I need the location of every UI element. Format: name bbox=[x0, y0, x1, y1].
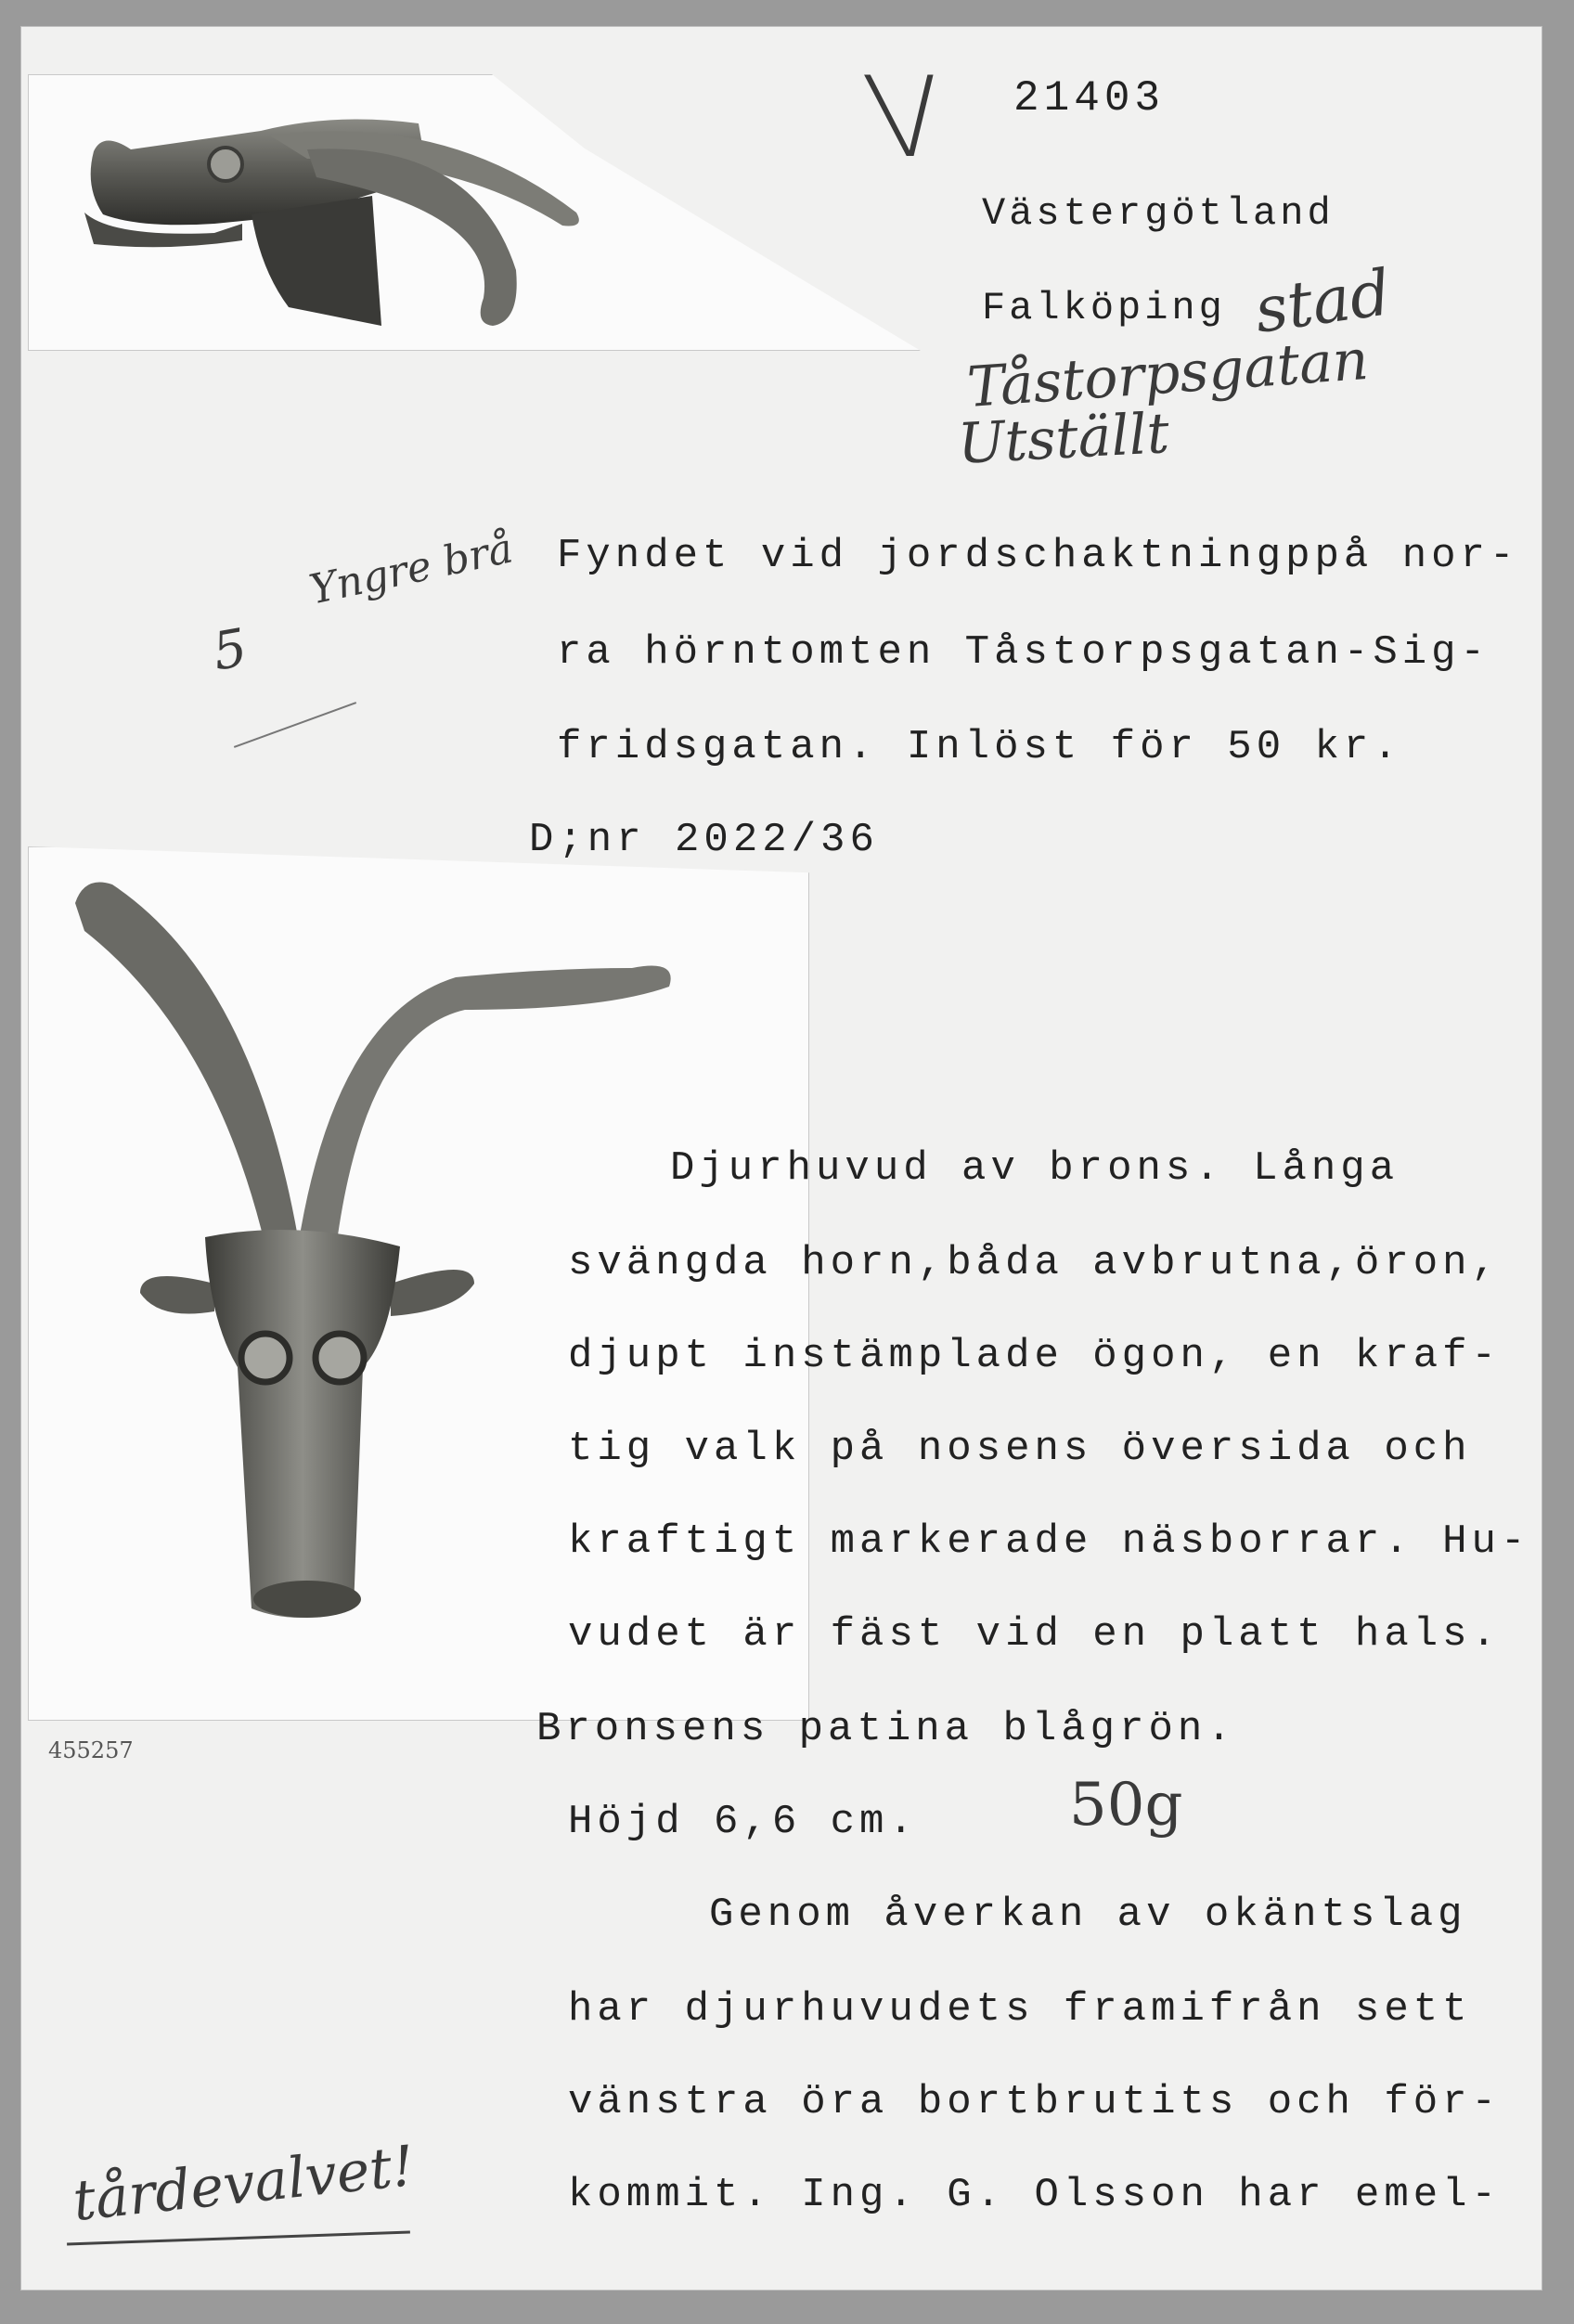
description-line: kraftigt markerade näsborrar. Hu- bbox=[568, 1518, 1530, 1565]
description-line: Bronsens patina blågrön. bbox=[536, 1706, 1236, 1752]
catalog-card bbox=[20, 26, 1542, 2291]
description-line: svängda horn,båda avbrutna,öron, bbox=[568, 1240, 1501, 1286]
damage-line: har djurhuvudets framifrån sett bbox=[568, 1986, 1472, 2033]
parish-handwritten: stad bbox=[1250, 256, 1396, 348]
check-mark: V bbox=[858, 54, 952, 183]
photo-number: 455257 bbox=[48, 1737, 134, 1763]
description-line: Höjd 6,6 cm. bbox=[568, 1799, 918, 1845]
parish: Falköping bbox=[982, 286, 1226, 330]
find-line: fridsgatan. Inlöst för 50 kr. bbox=[557, 724, 1402, 770]
margin-stroke bbox=[234, 702, 356, 748]
street-handwritten: Tåstorpsgatan bbox=[965, 327, 1371, 421]
margin-number: 5 bbox=[208, 617, 252, 683]
bronze-head-side-image bbox=[29, 75, 920, 350]
description-line: djupt instämplade ögon, en kraf- bbox=[568, 1333, 1501, 1379]
find-line: ra hörntomten Tåstorpsgatan-Sig- bbox=[557, 629, 1490, 676]
diary-number: D;nr 2022/36 bbox=[529, 817, 879, 863]
description-line: vudet är fäst vid en platt hals. bbox=[568, 1611, 1501, 1658]
photo-side-view bbox=[28, 74, 921, 351]
weight-handwritten: 50g bbox=[1069, 1771, 1183, 1840]
signature-handwritten: tårdevalvet! bbox=[70, 2133, 418, 2235]
exhibited-handwritten: Utställt bbox=[956, 401, 1171, 477]
catalog-number: 21403 bbox=[1013, 74, 1166, 123]
province: Västergötland bbox=[982, 191, 1335, 236]
period-handwritten: Yngre brå bbox=[305, 524, 517, 614]
damage-line: Genom åverkan av okäntslag bbox=[709, 1891, 1467, 1938]
description-line: Djurhuvud av brons. Långa bbox=[670, 1145, 1400, 1192]
signature-underline bbox=[67, 2231, 410, 2246]
find-line: Fyndet vid jordschaktningppå nor- bbox=[557, 533, 1519, 579]
damage-line: vänstra öra bortbrutits och för- bbox=[568, 2079, 1501, 2125]
description-line: tig valk på nosens översida och bbox=[568, 1426, 1472, 1472]
damage-line: kommit. Ing. G. Olsson har emel- bbox=[568, 2172, 1501, 2218]
